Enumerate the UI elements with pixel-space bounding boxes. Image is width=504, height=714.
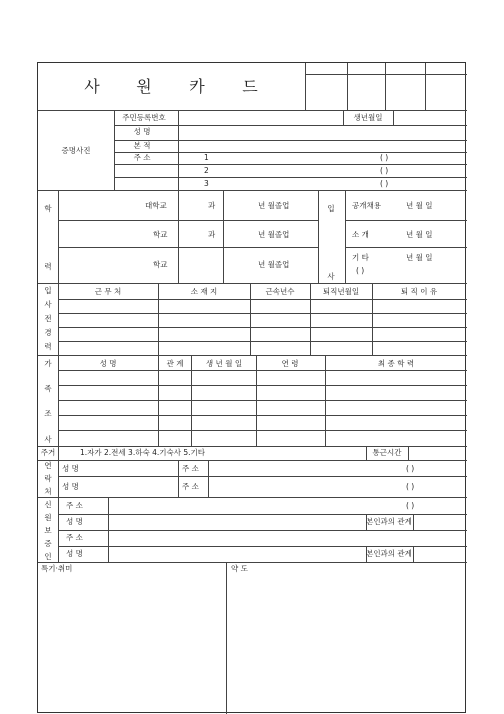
entry-other-paren: ( ): [356, 266, 365, 275]
residence-label: 주거: [40, 448, 56, 457]
guarantor-1-paren: ( ): [406, 501, 415, 510]
career-side-1: 입: [44, 286, 52, 295]
address-num-1: 1: [204, 153, 209, 162]
address-num-2: 2: [204, 166, 209, 175]
family-side-2: 족: [44, 384, 52, 393]
entry-open-date: 년 월 일: [406, 201, 433, 210]
title-char-2: 원: [136, 77, 152, 96]
residence-options: 1.자가 2.전세 3.하숙 4.기숙사 5.기타: [80, 448, 206, 457]
entry-referral-date: 년 월 일: [406, 230, 433, 239]
origin-label: 본 적: [133, 141, 151, 150]
guarantor-side-1: 신: [44, 500, 52, 509]
edu-row-1-dept: 과: [208, 201, 216, 210]
family-header-age: 연 령: [281, 359, 299, 368]
entry-other-date: 년 월 일: [406, 253, 433, 262]
edu-row-3-school: 학교: [153, 260, 168, 269]
family-header-birth: 생 년 월 일: [205, 359, 243, 368]
hobby-label: 특기·취미: [41, 564, 73, 573]
family-header-education: 최 종 학 력: [377, 359, 415, 368]
edu-row-3-grad: 년 월졸업: [258, 260, 290, 269]
career-side-2: 사: [44, 300, 52, 309]
contact-side-2: 락: [44, 474, 52, 483]
guarantor-side-4: 증: [44, 539, 52, 548]
photo-label: 증명사진: [61, 146, 91, 155]
guarantor-1-relation-label: 본인과의 관계: [366, 517, 412, 526]
career-header-retire-reason: 퇴 직 이 유: [400, 287, 438, 296]
guarantor-side-2: 원: [44, 513, 52, 522]
entry-side-2: 사: [327, 272, 335, 281]
contact-2-paren: ( ): [406, 482, 415, 491]
birth-label: 생년월일: [353, 113, 383, 122]
commute-label: 통근시간: [372, 448, 402, 457]
guarantor-1-name-label: 성 명: [66, 517, 83, 526]
edu-row-2-school: 학교: [153, 230, 168, 239]
family-side-1: 가: [44, 359, 52, 368]
guarantor-2-relation-label: 본인과의 관계: [366, 549, 412, 558]
contact-1-address-label: 주 소: [182, 464, 199, 473]
family-side-4: 사: [44, 435, 52, 444]
career-header-retire-date: 퇴직년월일: [322, 287, 360, 296]
family-header-relation: 관 계: [166, 359, 184, 368]
title-char-4: 드: [242, 77, 258, 96]
career-header-workplace: 근 무 처: [94, 287, 122, 296]
edu-row-2-grad: 년 월졸업: [258, 230, 290, 239]
id-number-label: 주민등록번호: [122, 113, 166, 122]
contact-side-1: 연: [44, 461, 52, 470]
career-side-4: 경: [44, 328, 52, 337]
entry-other: 기 타: [352, 253, 369, 262]
edu-side-1: 학: [44, 204, 52, 213]
address-paren-1: ( ): [380, 153, 389, 162]
guarantor-side-3: 보: [44, 526, 52, 535]
entry-referral: 소 개: [352, 230, 369, 239]
guarantor-2-name-label: 성 명: [66, 549, 83, 558]
address-paren-2: ( ): [380, 166, 389, 175]
edu-side-2: 력: [44, 262, 52, 271]
contact-1-name-label: 성 명: [62, 464, 79, 473]
guarantor-2-address-label: 주 소: [66, 533, 83, 542]
contact-2-address-label: 주 소: [182, 482, 199, 491]
entry-side-1: 입: [327, 204, 335, 213]
entry-open: 공개채용: [352, 201, 381, 210]
edu-row-1-grad: 년 월졸업: [258, 201, 290, 210]
map-label: 약 도: [231, 564, 248, 573]
edu-row-1-school: 대학교: [145, 201, 167, 210]
career-side-3: 전: [44, 314, 52, 323]
guarantor-1-address-label: 주 소: [66, 501, 83, 510]
contact-2-name-label: 성 명: [62, 482, 79, 491]
address-paren-3: ( ): [380, 179, 389, 188]
guarantor-side-5: 인: [44, 552, 52, 561]
address-num-3: 3: [204, 179, 209, 188]
career-header-tenure: 근속년수: [265, 287, 295, 296]
name-label: 성 명: [133, 127, 151, 136]
title-char-3: 카: [189, 77, 205, 96]
contact-side-3: 처: [44, 487, 52, 496]
title-char-1: 사: [84, 77, 100, 96]
address-label: 주 소: [133, 153, 151, 162]
edu-row-2-dept: 과: [208, 230, 216, 239]
career-side-5: 력: [44, 342, 52, 351]
contact-1-paren: ( ): [406, 464, 415, 473]
career-header-location: 소 재 지: [190, 287, 218, 296]
family-side-3: 조: [44, 409, 52, 418]
family-header-name: 성 명: [99, 359, 117, 368]
employee-card-form: [37, 62, 466, 713]
